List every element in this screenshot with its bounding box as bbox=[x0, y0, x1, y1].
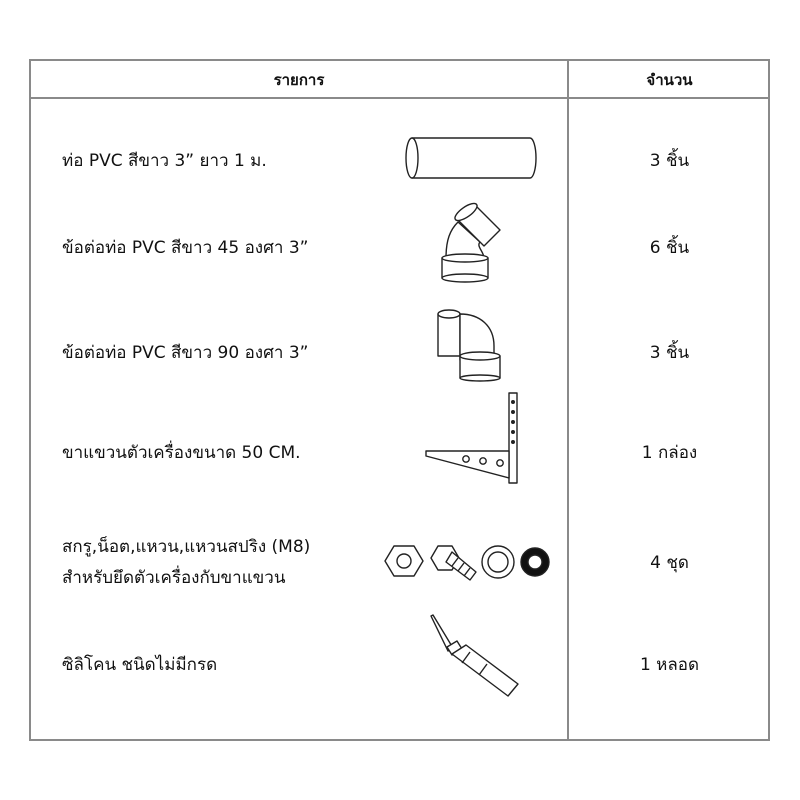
elbow-45-icon bbox=[442, 200, 500, 282]
pvc-pipe-icon bbox=[406, 138, 536, 178]
row-4-name: ขาแขวนตัวเครื่องขนาด 50 CM. bbox=[62, 443, 301, 463]
row-2-name: ข้อต่อท่อ PVC สีขาว 45 องศา 3” bbox=[62, 238, 309, 258]
row-5-name-line-1: สกรู,น็อต,แหวน,แหวนสปริง (M8) bbox=[62, 537, 311, 557]
row-1-qty: 3 ชิ้น bbox=[649, 151, 690, 171]
row-5-name-line-2: สำหรับยึดตัวเครื่องกับขาแขวน bbox=[62, 568, 286, 588]
silicone-tube-icon bbox=[431, 615, 518, 696]
row-5-qty: 4 ชุด bbox=[650, 553, 689, 573]
screw-nut-washer-icon bbox=[385, 546, 549, 580]
header-item: รายการ bbox=[273, 71, 325, 89]
row-4-qty: 1 กล่อง bbox=[641, 443, 698, 463]
header-qty: จำนวน bbox=[646, 71, 693, 89]
wall-bracket-icon bbox=[426, 393, 517, 483]
row-2-qty: 6 ชิ้น bbox=[649, 238, 690, 258]
row-6-qty: 1 หลอด bbox=[639, 655, 700, 675]
row-3-qty: 3 ชิ้น bbox=[649, 343, 690, 363]
row-3-name: ข้อต่อท่อ PVC สีขาว 90 องศา 3” bbox=[62, 343, 309, 363]
row-1-name: ท่อ PVC สีขาว 3” ยาว 1 ม. bbox=[62, 151, 267, 171]
row-6-name: ซิลิโคน ชนิดไม่มีกรด bbox=[62, 655, 218, 675]
elbow-90-icon bbox=[438, 310, 500, 381]
